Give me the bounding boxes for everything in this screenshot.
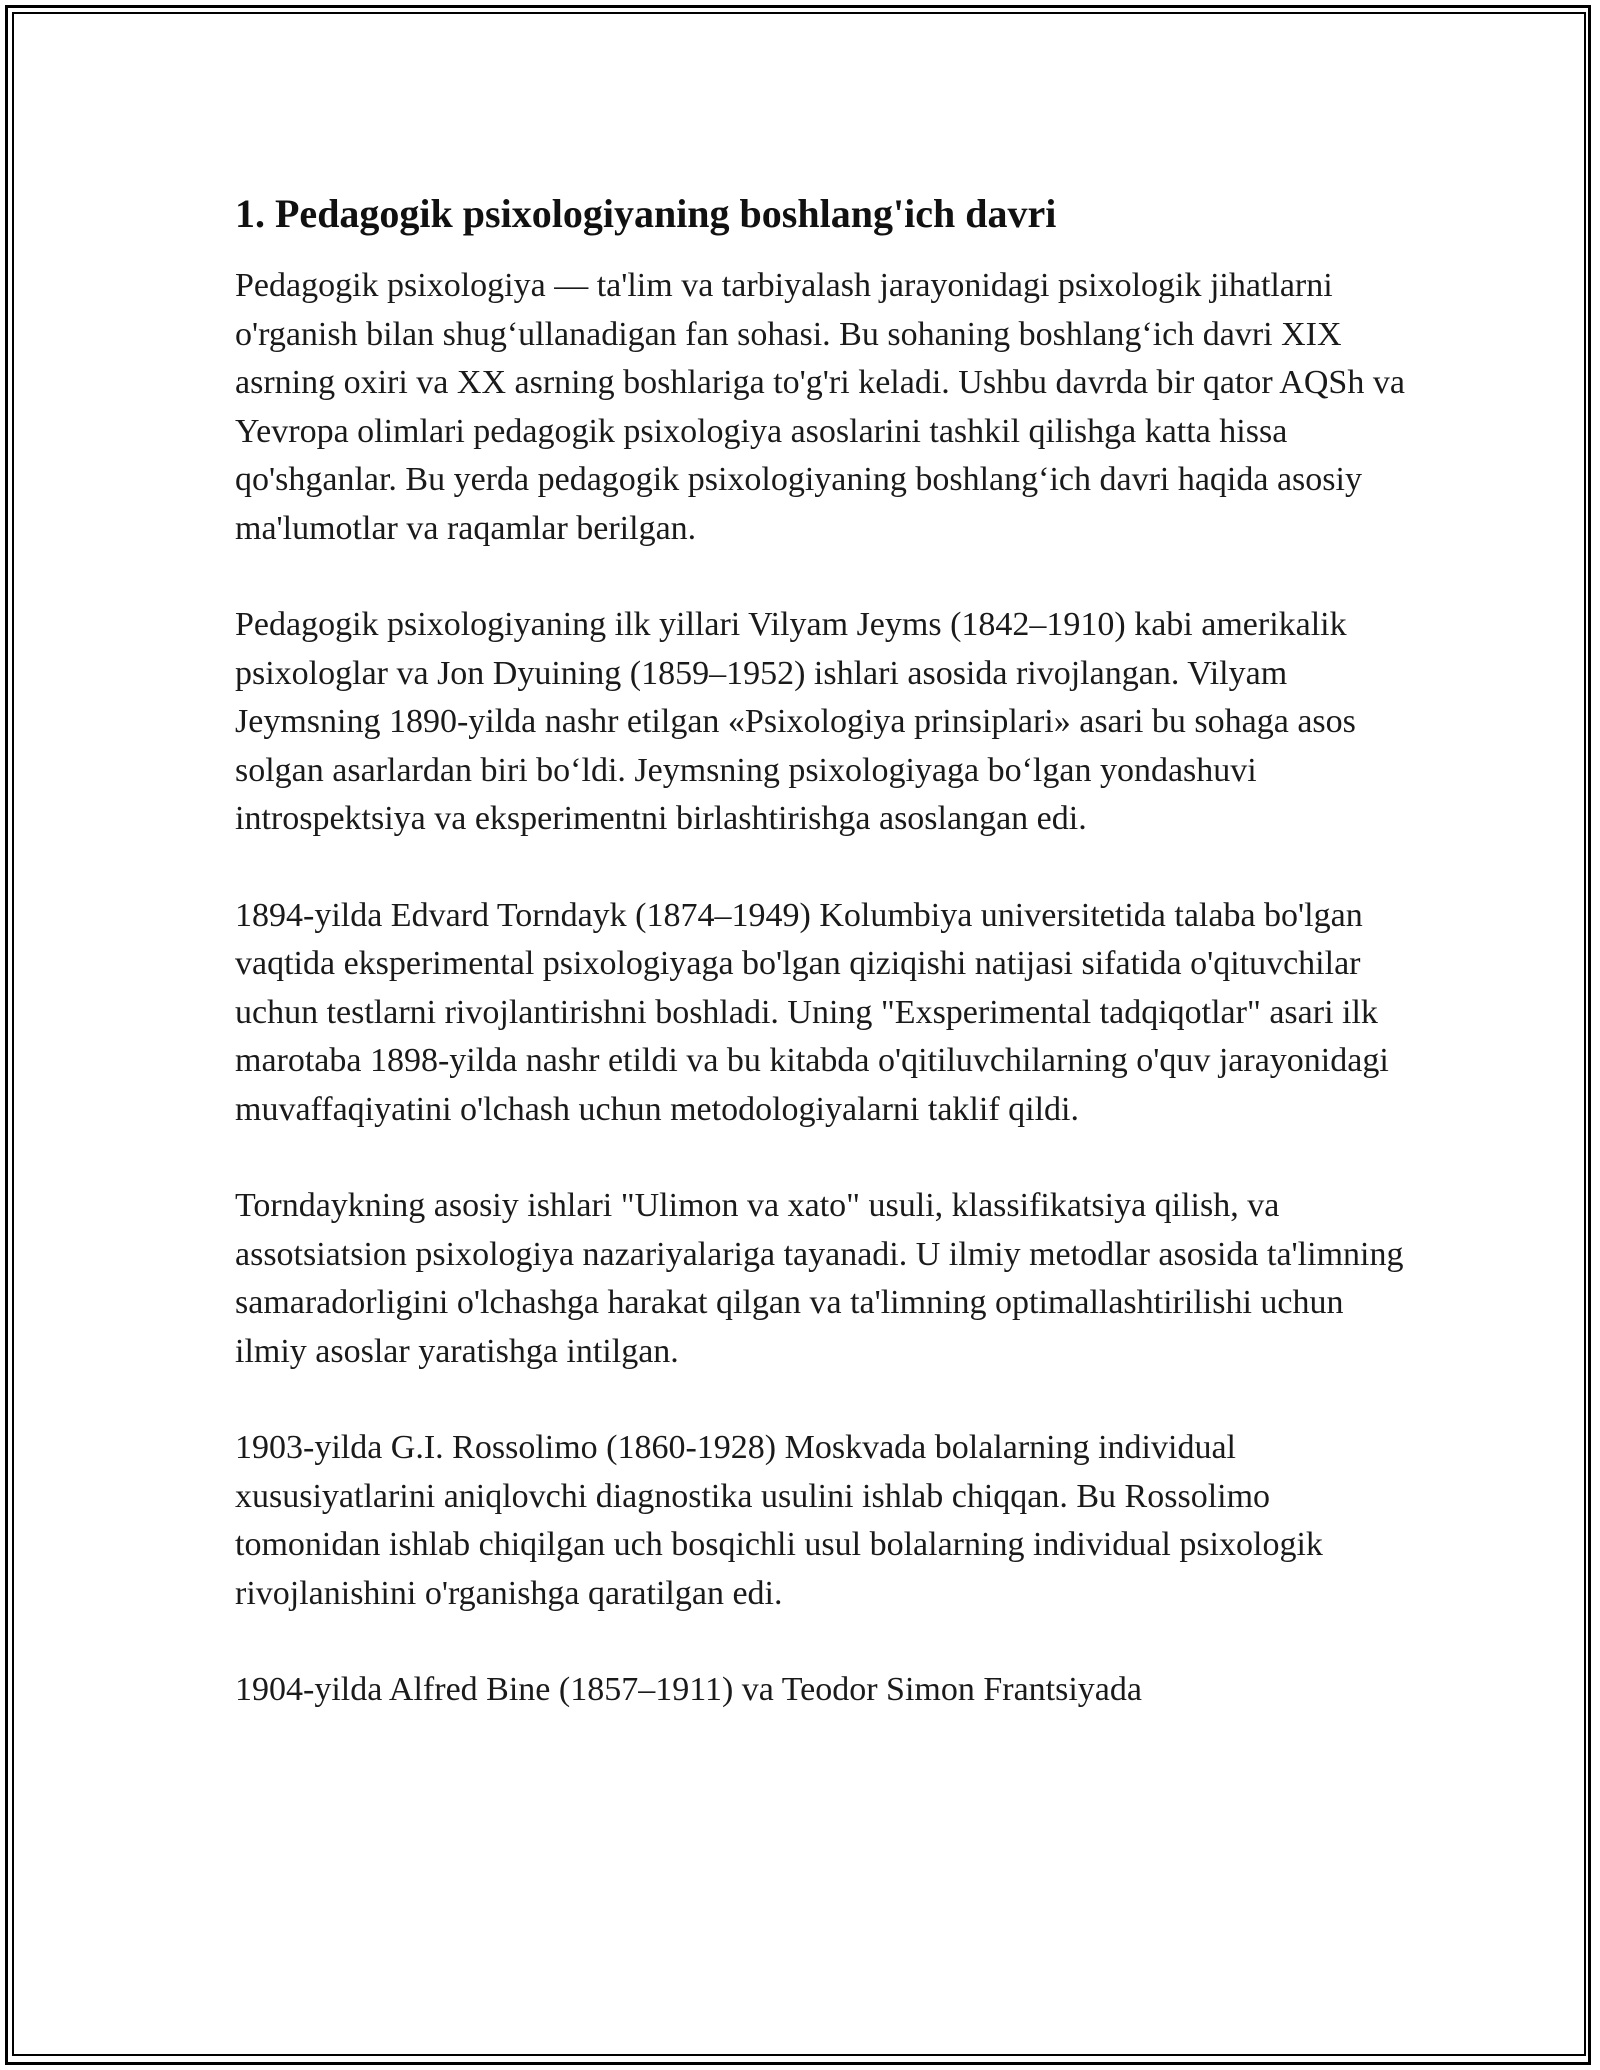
paragraph-james-dewey: Pedagogik psixologiyaning ilk yillari Vilyam Jeyms (1842–1910) kabi amerikalik psixologlar va Jon Dyuining (1859–1952) ishlari asosida rivojlangan. Vilyam Jeymsning 1890-yilda nashr etilgan «Psixologiya prinsiplari» asari bu sohaga asos solgan asarlardan biri bo‘ldi. Jeymsning psixologiyaga bo‘lgan yondashuvi introspektsiya va eksperimentni birlashtirishga asoslangan edi. xyxy=(235,606,1356,837)
document-body xyxy=(235,188,1415,1763)
section-heading: 1. Pedagogik psixologiyaning boshlang'ich davri xyxy=(235,191,1057,236)
paragraph-rossolimo: 1903-yilda G.I. Rossolimo (1860-1928) Moskvada bolalarning individual xususiyatlarini aniqlovchi diagnostika usulini ishlab chiqqan. Bu Rossolimo tomonidan ishlab chiqilgan uch bosqichli usul bolalarning individual psixologik rivojlanishini o'rganishga qaratilgan edi. xyxy=(235,1429,1323,1612)
paragraph-thorndike-1894: 1894-yilda Edvard Torndayk (1874–1949) Kolumbiya universitetida talaba bo'lgan vaqtida eksperimental psixologiyaga bo'lgan qiziqishi natijasi sifatida o'qituvchilar uchun testlarni rivojlantirishni boshladi. Uning "Exsperimental tadqiqotlar" asari ilk marotaba 1898-yilda nashr etildi va bu kitabda o'qitiluvchilarning o'quv jarayonidagi muvaffaqiyatini o'lchash uchun metodologiyalarni taklif qildi. xyxy=(235,896,1389,1128)
paragraph-intro: Pedagogik psixologiya — ta'lim va tarbiyalash jarayonidagi psixologik jihatlarni o'rganish bilan shug‘ullanadigan fan sohasi. Bu sohaning boshlang‘ich davri XIX asrning oxiri va XX asrning boshlariga to'g'ri keladi. Ushbu davrda bir qator AQSh va Yevropa olimlari pedagogik psixologiya asoslarini tashkil qilishga katta hissa qo'shganlar. Bu yerda pedagogik psixologiyaning boshlang‘ich davri haqida asosiy ma'lumotlar va raqamlar berilgan. xyxy=(235,267,1405,547)
paragraph-binet-simon: 1904-yilda Alfred Bine (1857–1911) va Teodor Simon Frantsiyada xyxy=(235,1671,1142,1708)
paragraph-thorndike-methods: Torndaykning asosiy ishlari "Ulimon va xato" usuli, klassifikatsiya qilish, va assotsiatsion psixologiya nazariyalariga tayanadi. U ilmiy metodlar asosida ta'limning samaradorligini o'lchashga harakat qilgan va ta'limning optimallashtirilishi uchun ilmiy asoslar yaratishga intilgan. xyxy=(235,1187,1404,1370)
